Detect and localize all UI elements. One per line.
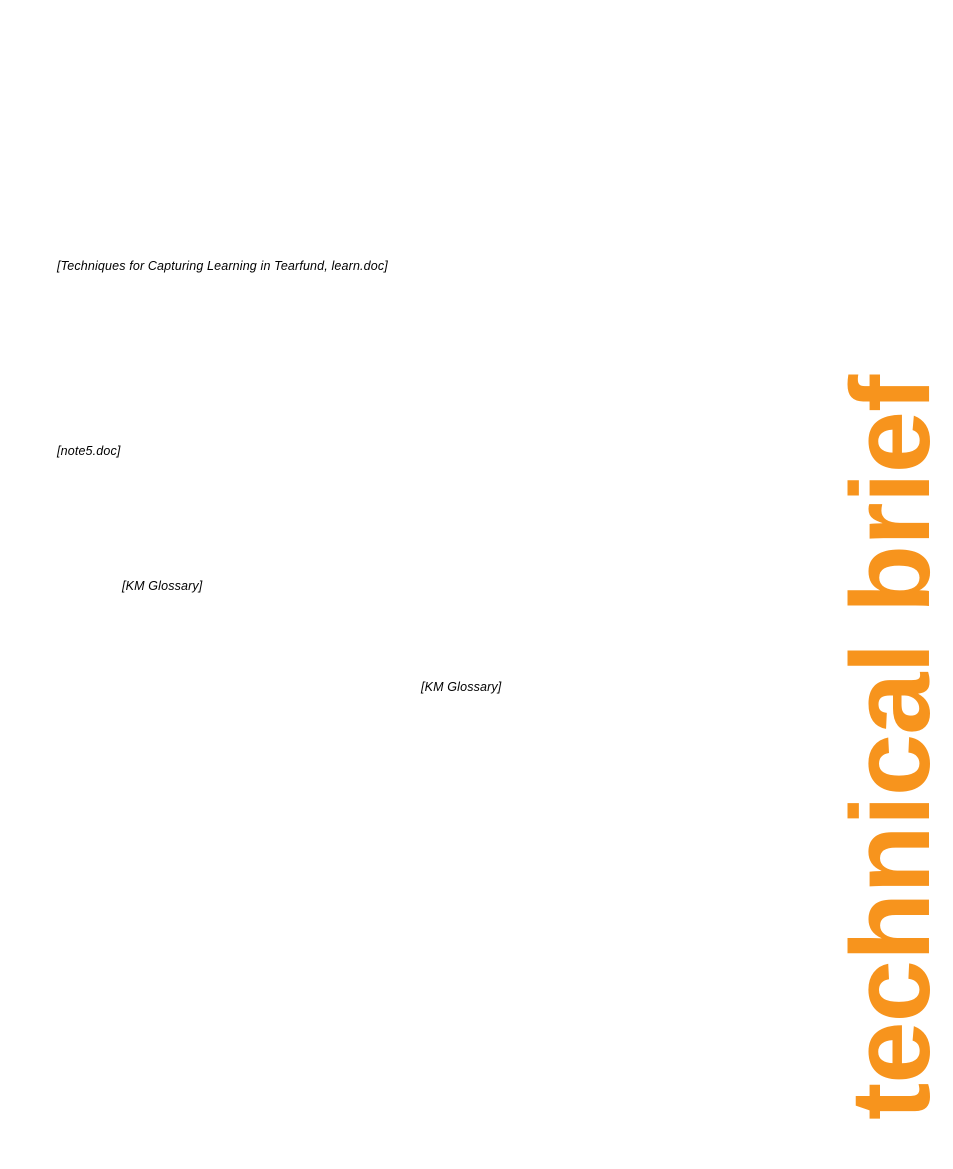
sidebar-vertical-title: technical brief xyxy=(828,375,953,1120)
reference-placeholder: [Techniques for Capturing Learning in Tearfund, learn.doc] xyxy=(57,259,388,273)
reference-placeholder: [KM Glossary] xyxy=(122,579,203,593)
reference-placeholder: [note5.doc] xyxy=(57,444,121,458)
reference-placeholder: [KM Glossary] xyxy=(421,680,502,694)
